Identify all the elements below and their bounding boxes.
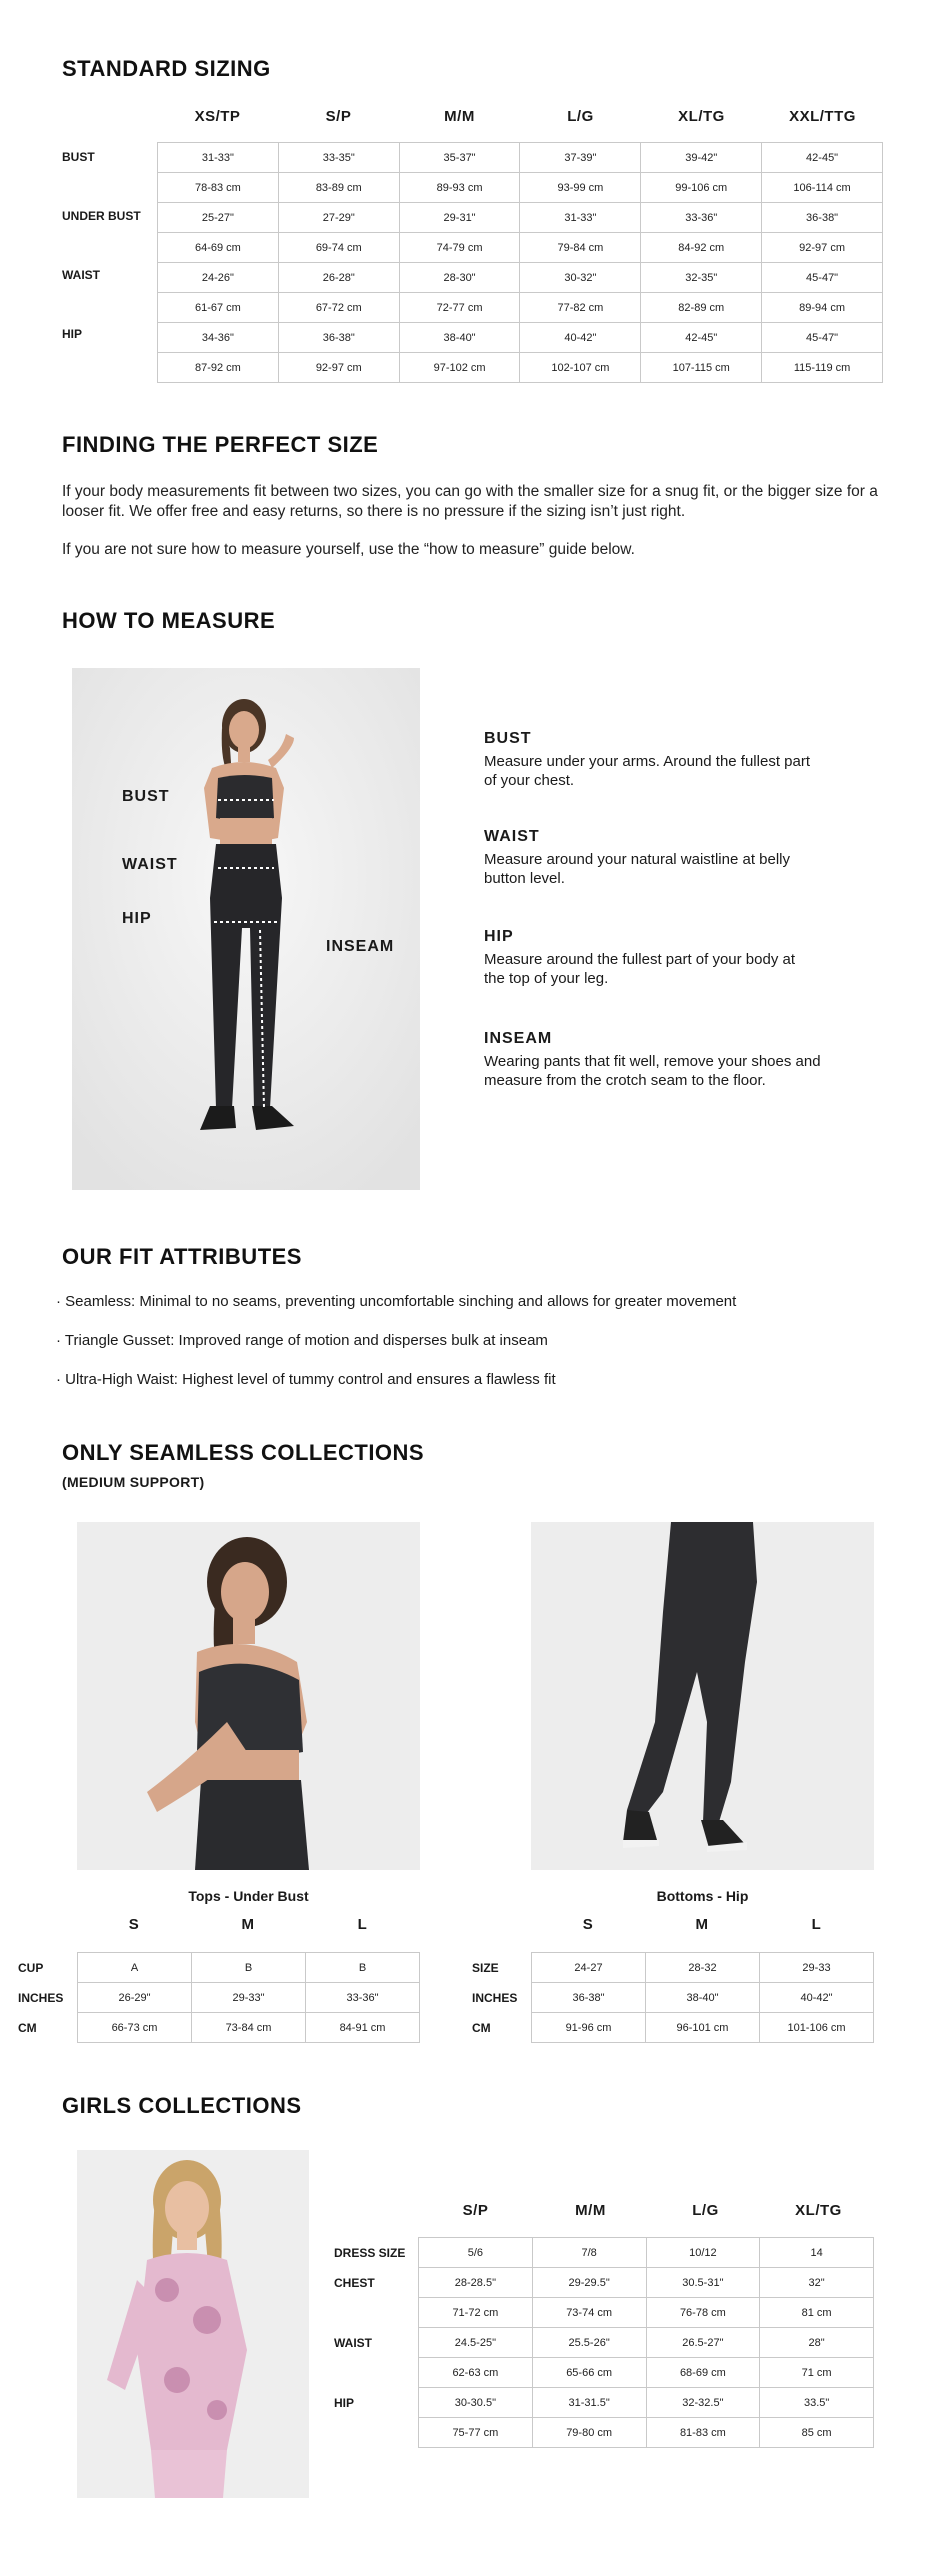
table-row <box>78 1983 420 2013</box>
table-cell: 74-79 cm <box>399 233 520 263</box>
table-cell: 30.5-31" <box>646 2268 760 2298</box>
measure-inseam-text: Wearing pants that fit well, remove your shoes and measure from the crotch seam to the floor. <box>484 1053 821 1089</box>
table-cell: 85 cm <box>760 2418 874 2448</box>
table-cell: 40-42" <box>760 1983 874 2013</box>
standard-size-table <box>157 142 883 383</box>
tops-model-image <box>77 1522 420 1870</box>
table-cell: 61-67 cm <box>158 293 279 323</box>
table-cell: 28-32 <box>646 1953 760 1983</box>
table-cell: 91-96 cm <box>532 2013 646 2043</box>
tops-label-cm: CM <box>18 2021 37 2035</box>
bottoms-caption: Bottoms - Hip <box>656 1888 749 1904</box>
tops-size-l: L <box>357 1916 368 1933</box>
table-cell: 93-99 cm <box>520 173 641 203</box>
tops-label-cup: CUP <box>18 1961 44 1975</box>
table-cell: 29-33 <box>760 1953 874 1983</box>
table-cell: 36-38" <box>762 203 883 233</box>
table-cell: 14 <box>760 2238 874 2268</box>
table-cell: 33-36" <box>306 1983 420 2013</box>
table-row <box>158 353 883 383</box>
size-header-l: L/G <box>567 108 594 125</box>
table-cell: 31-33" <box>520 203 641 233</box>
girls-label-waist: WAIST <box>334 2336 372 2350</box>
table-cell: 38-40" <box>399 323 520 353</box>
table-row <box>158 143 883 173</box>
table-row <box>78 1953 420 1983</box>
table-cell: 87-92 cm <box>158 353 279 383</box>
standard-sizing-title: STANDARD SIZING <box>62 56 271 81</box>
table-cell: 96-101 cm <box>646 2013 760 2043</box>
table-cell: 40-42" <box>520 323 641 353</box>
measure-bust-text: Measure under your arms. Around the fullest part of your chest. <box>484 753 811 789</box>
table-cell: 42-45" <box>641 323 762 353</box>
table-cell: B <box>192 1953 306 1983</box>
table-cell: 28-30" <box>399 263 520 293</box>
table-cell: 64-69 cm <box>158 233 279 263</box>
finding-size-title: FINDING THE PERFECT SIZE <box>62 432 379 457</box>
table-cell: 73-74 cm <box>532 2298 646 2328</box>
table-cell: 69-74 cm <box>278 233 399 263</box>
tops-label-inches: INCHES <box>18 1991 64 2005</box>
size-header-s: S/P <box>325 108 352 125</box>
seamless-subtitle: (MEDIUM SUPPORT) <box>62 1474 205 1490</box>
girls-size-s: S/P <box>462 2202 489 2219</box>
table-cell: 79-84 cm <box>520 233 641 263</box>
table-cell: 89-93 cm <box>399 173 520 203</box>
table-cell: 29-31" <box>399 203 520 233</box>
tops-model-photo <box>77 1522 420 1870</box>
table-row <box>419 2358 874 2388</box>
fit-item-waist: · Ultra-High Waist: Highest level of tummy control and ensures a flawless fit <box>56 1371 556 1388</box>
tops-size-s: S <box>128 1916 140 1933</box>
how-to-measure-title: HOW TO MEASURE <box>62 608 276 633</box>
table-cell: 92-97 cm <box>278 353 399 383</box>
table-cell: 89-94 cm <box>762 293 883 323</box>
bottoms-size-l: L <box>811 1916 822 1933</box>
table-cell: 97-102 cm <box>399 353 520 383</box>
table-cell: 81-83 cm <box>646 2418 760 2448</box>
table-cell: 32" <box>760 2268 874 2298</box>
table-cell: 33.5" <box>760 2388 874 2418</box>
table-row <box>419 2238 874 2268</box>
table-cell: 107-115 cm <box>641 353 762 383</box>
table-cell: 45-47" <box>762 263 883 293</box>
table-cell: 84-92 cm <box>641 233 762 263</box>
table-row <box>158 173 883 203</box>
table-cell: 101-106 cm <box>760 2013 874 2043</box>
table-cell: 29-33" <box>192 1983 306 2013</box>
table-cell: 67-72 cm <box>278 293 399 323</box>
table-cell: 24.5-25" <box>419 2328 533 2358</box>
table-row <box>158 233 883 263</box>
bottoms-label-inches: INCHES <box>472 1991 518 2005</box>
table-cell: 24-26" <box>158 263 279 293</box>
size-header-xxl: XXL/TTG <box>789 108 856 125</box>
table-cell: 72-77 cm <box>399 293 520 323</box>
table-cell: 31-33" <box>158 143 279 173</box>
table-cell: 92-97 cm <box>762 233 883 263</box>
girls-size-xl: XL/TG <box>795 2202 842 2219</box>
measure-waist-title: WAIST <box>484 828 540 845</box>
table-cell: 25.5-26" <box>532 2328 646 2358</box>
photo-label-waist: WAIST <box>122 856 178 873</box>
table-row <box>419 2418 874 2448</box>
table-row <box>78 2013 420 2043</box>
measure-hip-text: Measure around the fullest part of your body at the top of your leg. <box>484 951 796 987</box>
girls-label-hip: HIP <box>334 2396 355 2410</box>
table-cell: 34-36" <box>158 323 279 353</box>
table-cell: 73-84 cm <box>192 2013 306 2043</box>
table-row <box>158 293 883 323</box>
girls-model-photo <box>77 2150 309 2498</box>
bottoms-model-image <box>531 1522 874 1870</box>
table-cell: 66-73 cm <box>78 2013 192 2043</box>
bottoms-model-photo <box>531 1522 874 1870</box>
table-row <box>419 2268 874 2298</box>
table-cell: 79-80 cm <box>532 2418 646 2448</box>
table-cell: 99-106 cm <box>641 173 762 203</box>
fit-item-gusset: · Triangle Gusset: Improved range of motion and disperses bulk at inseam <box>56 1332 548 1349</box>
table-cell: 71-72 cm <box>419 2298 533 2328</box>
row-label-bust: BUST <box>62 150 95 164</box>
table-cell: 106-114 cm <box>762 173 883 203</box>
table-cell: 30-32" <box>520 263 641 293</box>
table-cell: 29-29.5" <box>532 2268 646 2298</box>
size-header-xl: XL/TG <box>678 108 725 125</box>
table-cell: 10/12 <box>646 2238 760 2268</box>
bottoms-label-size: SIZE <box>472 1961 499 1975</box>
measure-waist-block <box>484 828 814 888</box>
tops-size-table <box>77 1952 420 2043</box>
table-cell: 25-27" <box>158 203 279 233</box>
table-row <box>532 2013 874 2043</box>
girls-label-dress: DRESS SIZE <box>334 2246 406 2260</box>
girls-label-chest: CHEST <box>334 2276 375 2290</box>
table-cell: 24-27 <box>532 1953 646 1983</box>
table-cell: 71 cm <box>760 2358 874 2388</box>
table-cell: 81 cm <box>760 2298 874 2328</box>
table-cell: 36-38" <box>532 1983 646 2013</box>
table-cell: 35-37" <box>399 143 520 173</box>
tops-caption: Tops - Under Bust <box>188 1888 309 1904</box>
table-cell: 7/8 <box>532 2238 646 2268</box>
table-row <box>419 2328 874 2358</box>
table-cell: 5/6 <box>419 2238 533 2268</box>
measure-hip-title: HIP <box>484 928 514 945</box>
photo-label-inseam: INSEAM <box>326 938 395 955</box>
measure-waist-text: Measure around your natural waistline at belly button level. <box>484 851 790 887</box>
girls-size-table <box>418 2237 874 2448</box>
fit-item-seamless: · Seamless: Minimal to no seams, preventing uncomfortable sinching and allows for greater movement <box>56 1293 737 1310</box>
table-cell: 76-78 cm <box>646 2298 760 2328</box>
table-row <box>419 2388 874 2418</box>
table-cell: 78-83 cm <box>158 173 279 203</box>
table-cell: 33-36" <box>641 203 762 233</box>
finding-size-paragraph-1: If your body measurements fit between two sizes, you can go with the smaller size for a snug fit, or the bigger size for a looser fit. We offer free and easy returns, so there is no pressure if the sizing isn’t just right. <box>62 483 878 520</box>
size-header-xs: XS/TP <box>194 108 241 125</box>
measure-hip-block <box>484 928 814 988</box>
measure-bust-block <box>484 730 814 790</box>
table-cell: 31-31.5" <box>532 2388 646 2418</box>
table-cell: 27-29" <box>278 203 399 233</box>
finding-size-paragraph-2: If you are not sure how to measure yourself, use the “how to measure” guide below. <box>62 541 635 558</box>
table-row <box>158 203 883 233</box>
table-cell: 26.5-27" <box>646 2328 760 2358</box>
table-cell: 37-39" <box>520 143 641 173</box>
table-cell: 83-89 cm <box>278 173 399 203</box>
table-cell: 75-77 cm <box>419 2418 533 2448</box>
girls-size-l: L/G <box>692 2202 719 2219</box>
bottoms-size-table <box>531 1952 874 2043</box>
fit-attributes-title: OUR FIT ATTRIBUTES <box>62 1244 302 1269</box>
model-silhouette-image <box>72 668 420 1190</box>
photo-label-hip: HIP <box>122 910 152 927</box>
size-header-m: M/M <box>444 108 475 125</box>
table-cell: 115-119 cm <box>762 353 883 383</box>
table-cell: 65-66 cm <box>532 2358 646 2388</box>
table-cell: 68-69 cm <box>646 2358 760 2388</box>
table-cell: 26-28" <box>278 263 399 293</box>
table-cell: 30-30.5" <box>419 2388 533 2418</box>
table-cell: 32-35" <box>641 263 762 293</box>
table-cell: 28" <box>760 2328 874 2358</box>
table-cell: 39-42" <box>641 143 762 173</box>
row-label-under-bust: UNDER BUST <box>62 209 141 223</box>
row-label-waist: WAIST <box>62 268 100 282</box>
table-cell: 28-28.5" <box>419 2268 533 2298</box>
girls-model-image <box>77 2150 309 2498</box>
row-label-hip: HIP <box>62 327 83 341</box>
table-row <box>532 1953 874 1983</box>
measure-inseam-block <box>484 1030 824 1090</box>
measure-bust-title: BUST <box>484 730 532 747</box>
table-cell: 102-107 cm <box>520 353 641 383</box>
table-cell: 45-47" <box>762 323 883 353</box>
table-row <box>158 323 883 353</box>
table-row <box>532 1983 874 2013</box>
table-cell: 42-45" <box>762 143 883 173</box>
table-row <box>419 2298 874 2328</box>
table-cell: A <box>78 1953 192 1983</box>
table-cell: 33-35" <box>278 143 399 173</box>
table-cell: 84-91 cm <box>306 2013 420 2043</box>
table-cell: 26-29" <box>78 1983 192 2013</box>
table-cell: 38-40" <box>646 1983 760 2013</box>
bottoms-label-cm: CM <box>472 2021 491 2035</box>
bottoms-size-s: S <box>582 1916 594 1933</box>
table-row <box>158 263 883 293</box>
table-cell: 82-89 cm <box>641 293 762 323</box>
seamless-title: ONLY SEAMLESS COLLECTIONS <box>62 1440 425 1465</box>
table-cell: B <box>306 1953 420 1983</box>
table-cell: 77-82 cm <box>520 293 641 323</box>
measure-model-photo <box>72 668 420 1190</box>
photo-label-bust: BUST <box>122 788 170 805</box>
bottoms-size-m: M <box>695 1916 709 1933</box>
girls-size-m: M/M <box>575 2202 606 2219</box>
table-cell: 32-32.5" <box>646 2388 760 2418</box>
table-cell: 62-63 cm <box>419 2358 533 2388</box>
measure-inseam-title: INSEAM <box>484 1030 553 1047</box>
girls-title: GIRLS COLLECTIONS <box>62 2093 302 2118</box>
table-cell: 36-38" <box>278 323 399 353</box>
tops-size-m: M <box>241 1916 255 1933</box>
